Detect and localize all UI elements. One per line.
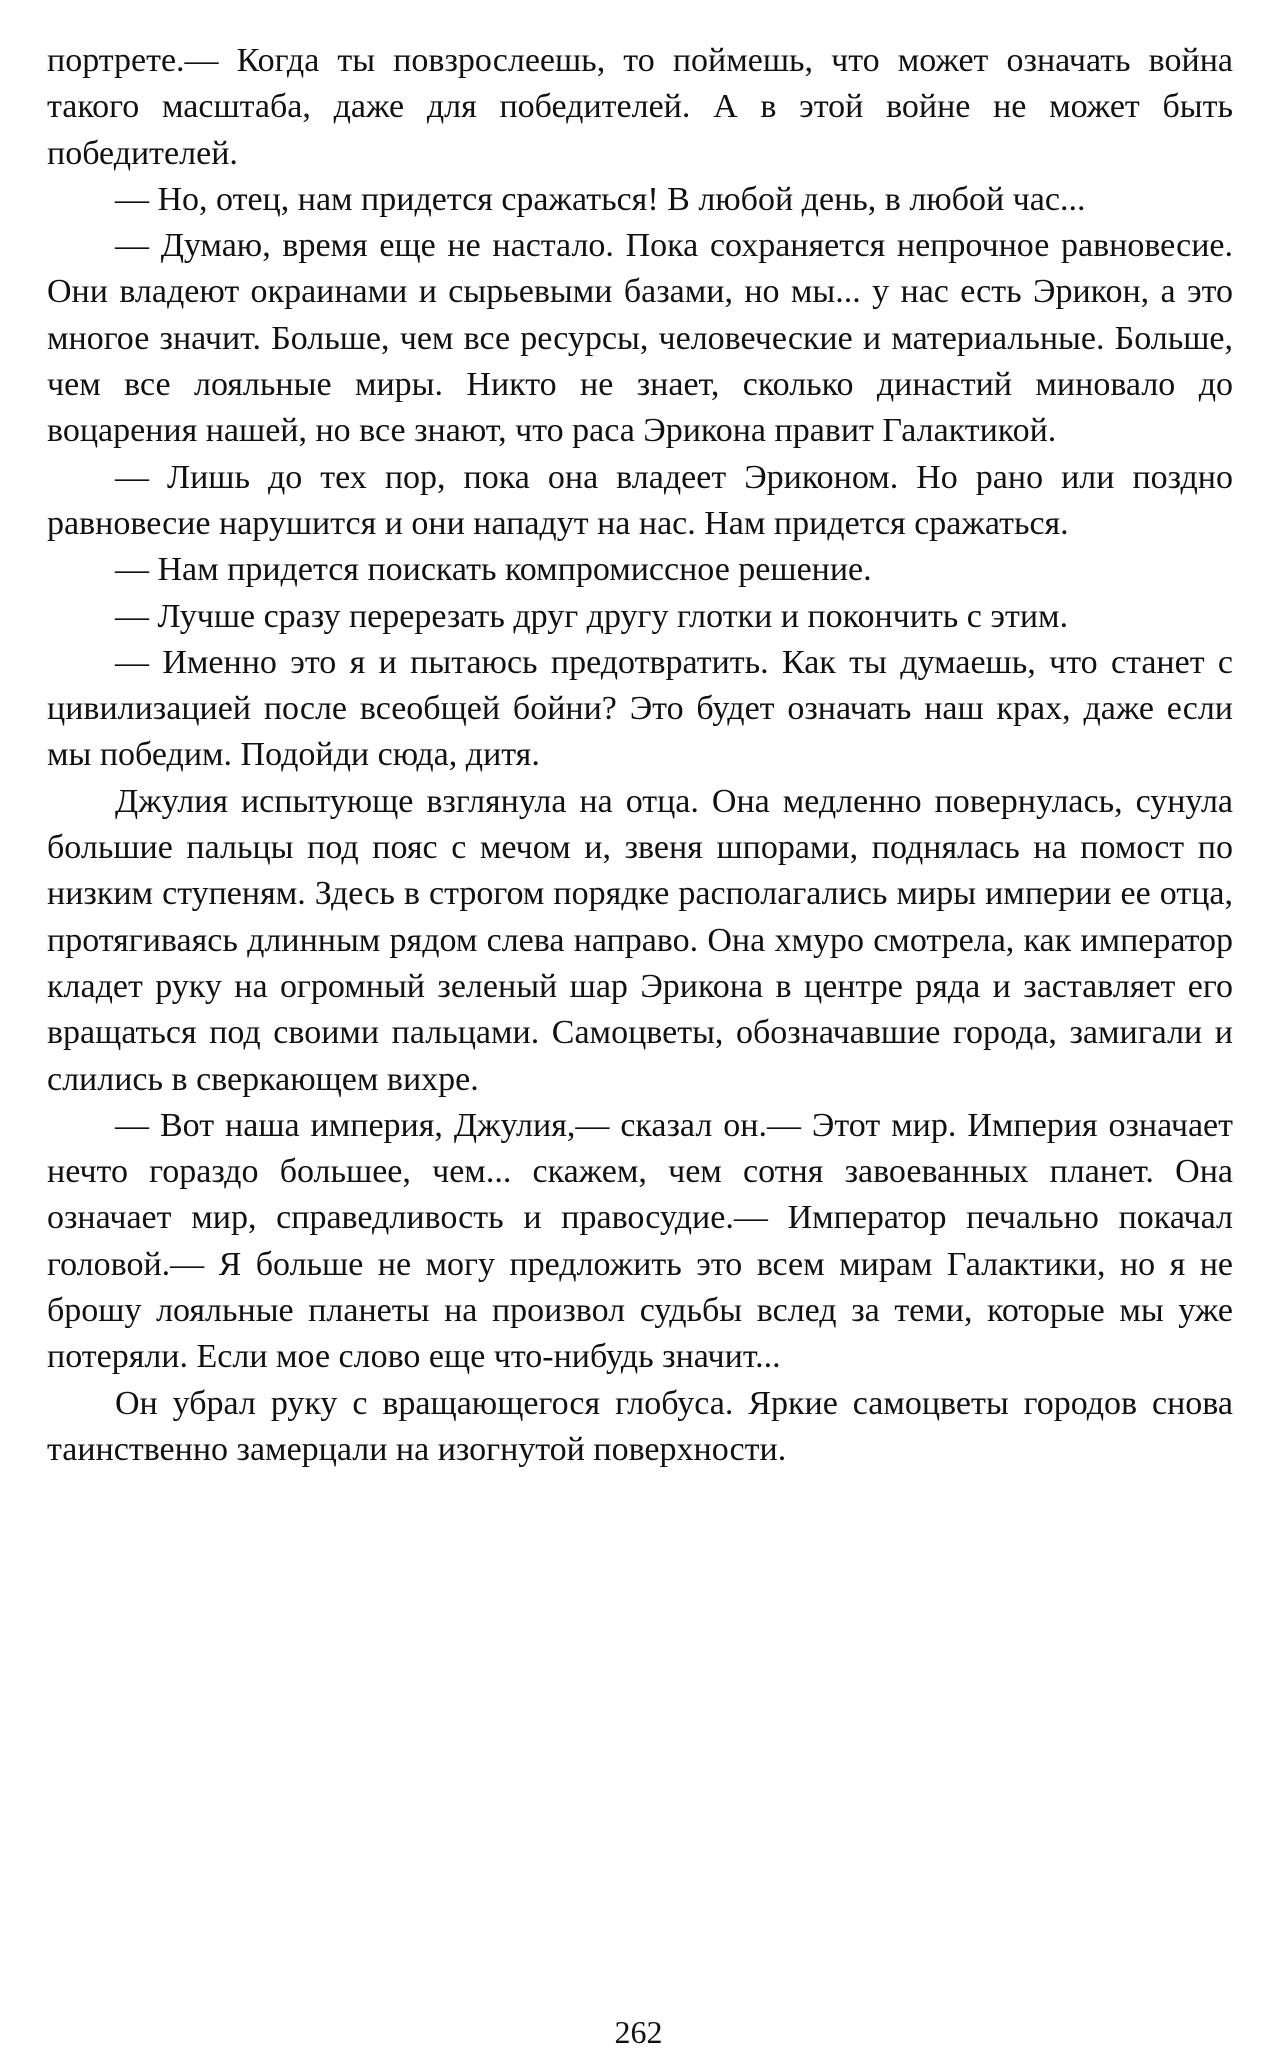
- paragraph-4: — Лишь до тех пор, пока она владеет Эриконом. Но рано или поздно равновесие нарушится и они нападут на нас. Нам придется сражаться.: [47, 458, 1233, 542]
- paragraph-1: портрете.— Когда ты повзрослеешь, то поймешь, что может означать война такого масштаба, даже для победителей. А в этой войне не может быть победителей.: [47, 42, 1233, 172]
- paragraph-7: — Именно это я и пытаюсь предотвратить. Как ты думаешь, что станет с цивилизацией после всеобщей бойни? Это будет означать наш крах, даже если мы победим. Подойди сюда, дитя.: [47, 643, 1233, 774]
- page-number: 262: [614, 2014, 663, 2050]
- paragraph-5: — Нам придется поискать компромиссное решение.: [115, 551, 872, 589]
- paragraph-3: — Думаю, время еще не настало. Пока сохраняется непрочное равновесие. Они владеют окраинами и сырьевыми базами, но мы... у нас есть Эрикон, а это многое значит. Больше, чем все ресурсы, человеческие и материальные. Больше, чем все лояльные миры. Никто не знает, сколько династий миновало до воцарения нашей, но все знают, что раса Эрикона правит Галактикой.: [47, 227, 1233, 450]
- paragraph-6: — Лучше сразу перерезать друг другу глотки и покончить с этим.: [115, 597, 1069, 635]
- body-text: [47, 38, 1233, 1473]
- paragraph-10: Он убрал руку с вращающегося глобуса. Яркие самоцветы городов снова таинственно замерцали на изогнутой поверхности.: [47, 1384, 1233, 1468]
- paragraph-9: — Вот наша империя, Джулия,— сказал он.— Этот мир. Империя означает нечто гораздо большее, чем... скажем, чем сотня завоеванных планет. Она означает мир, справедливость и правосудие.— Император печально покачал головой.— Я больше не могу предложить это всем мирам Галактики, но я не брошу лояльные планеты на произвол судьбы вслед за теми, которые мы уже потеряли. Если мое слово еще что-нибудь значит...: [47, 1106, 1233, 1376]
- paragraph-2: — Но, отец, нам придется сражаться! В любой день, в любой час...: [115, 180, 1086, 218]
- paragraph-8: Джулия испытующе взглянула на отца. Она медленно повернулась, сунула большие пальцы под пояс с мечом и, звеня шпорами, поднялась на помост по низким ступеням. Здесь в строгом порядке располагались миры империи ее отца, протягиваясь длинным рядом слева направо. Она хмуро смотрела, как император кладет руку на огромный зеленый шар Эрикона в центре ряда и заставляет его вращаться под своими пальцами. Самоцветы, обозначавшие города, замигали и слились в сверкающем вихре.: [47, 782, 1233, 1098]
